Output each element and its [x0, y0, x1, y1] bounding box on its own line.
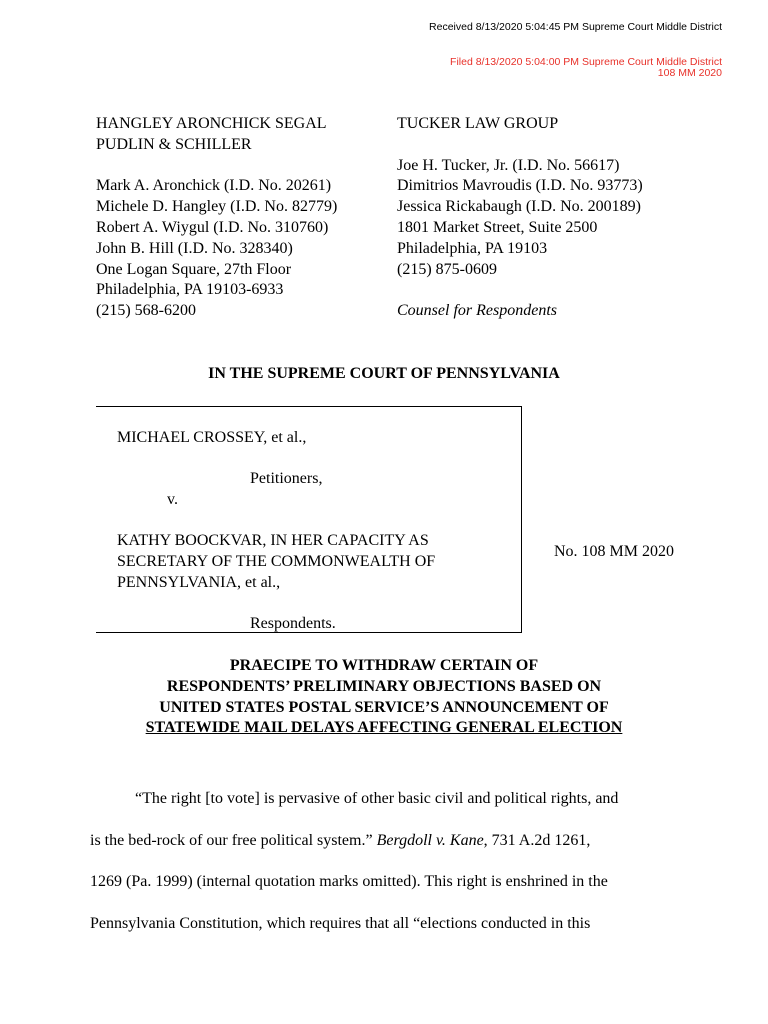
attorney-line: Robert A. Wiygul (I.D. No. 310760) — [96, 218, 329, 236]
body-text-segment: is the bed-rock of our free political system.” — [90, 831, 377, 849]
counsel-block-left — [96, 114, 337, 322]
firm-name-line: PUDLIN & SCHILLER — [96, 135, 252, 153]
received-stamp: Received 8/13/2020 5:04:45 PM Supreme Court Middle District — [429, 21, 722, 33]
attorney-line: Michele D. Hangley (I.D. No. 82779) — [96, 198, 338, 216]
attorney-line: Mark A. Aronchick (I.D. No. 20261) — [96, 177, 332, 195]
filed-stamp-line: Filed 8/13/2020 5:04:00 PM Supreme Court Middle District — [450, 56, 722, 68]
case-caption — [96, 406, 522, 633]
firm-name-line: HANGLEY ARONCHICK SEGAL — [96, 115, 327, 132]
docket-number: No. 108 MM 2020 — [554, 543, 675, 560]
body-line: 1269 (Pa. 1999) (internal quotation marks omitted). This right is enshrined in the — [90, 873, 608, 890]
title-line: PRAECIPE TO WITHDRAW CERTAIN OF — [229, 657, 539, 674]
versus-label: v. — [167, 491, 178, 508]
body-line: “The right [to vote] is pervasive of other basic civil and political rights, and — [135, 790, 619, 807]
case-citation: Bergdoll v. Kane — [376, 831, 484, 849]
respondent-line: SECRETARY OF THE COMMONWEALTH OF — [117, 552, 436, 570]
attorney-line: Dimitrios Mavroudis (I.D. No. 93773) — [397, 177, 643, 195]
filed-stamp-docket: 108 MM 2020 — [657, 67, 722, 79]
address-line: Philadelphia, PA 19103-6933 — [96, 281, 284, 299]
counsel-block-right — [397, 114, 643, 322]
respondent-role: Respondents. — [250, 615, 336, 632]
attorney-line: Joe H. Tucker, Jr. (I.D. No. 56617) — [397, 156, 620, 174]
petitioner-name: MICHAEL CROSSEY, et al., — [117, 429, 307, 446]
firm-name-line: TUCKER LAW GROUP — [397, 115, 559, 132]
respondent-line: KATHY BOOCKVAR, IN HER CAPACITY AS — [117, 532, 429, 549]
attorney-line: John B. Hill (I.D. No. 328340) — [96, 239, 293, 257]
title-line: UNITED STATES POSTAL SERVICE’S ANNOUNCEMENT OF — [159, 698, 609, 716]
phone-line: (215) 568-6200 — [96, 302, 196, 320]
petitioner-role: Petitioners, — [250, 470, 323, 487]
address-line: Philadelphia, PA 19103 — [397, 239, 548, 257]
title-line: RESPONDENTS’ PRELIMINARY OBJECTIONS BASED ON — [166, 677, 602, 695]
filed-stamp — [450, 57, 722, 79]
document-title — [0, 656, 768, 739]
title-line: STATEWIDE MAIL DELAYS AFFECTING GENERAL ELECTION — [145, 719, 623, 737]
phone-line: (215) 875-0609 — [397, 260, 497, 278]
address-line: One Logan Square, 27th Floor — [96, 260, 292, 278]
court-title: IN THE SUPREME COURT OF PENNSYLVANIA — [208, 365, 560, 382]
body-line: Pennsylvania Constitution, which requires that all “elections conducted in this — [90, 914, 591, 932]
body-text-segment: , 731 A.2d 1261, — [483, 831, 591, 849]
body-paragraph — [90, 778, 690, 944]
counsel-role: Counsel for Respondents — [397, 302, 557, 320]
body-line — [90, 820, 690, 862]
respondent-name — [117, 531, 435, 593]
attorney-line: Jessica Rickabaugh (I.D. No. 200189) — [397, 198, 641, 216]
address-line: 1801 Market Street, Suite 2500 — [397, 218, 598, 236]
respondent-line: PENNSYLVANIA, et al., — [117, 573, 281, 591]
